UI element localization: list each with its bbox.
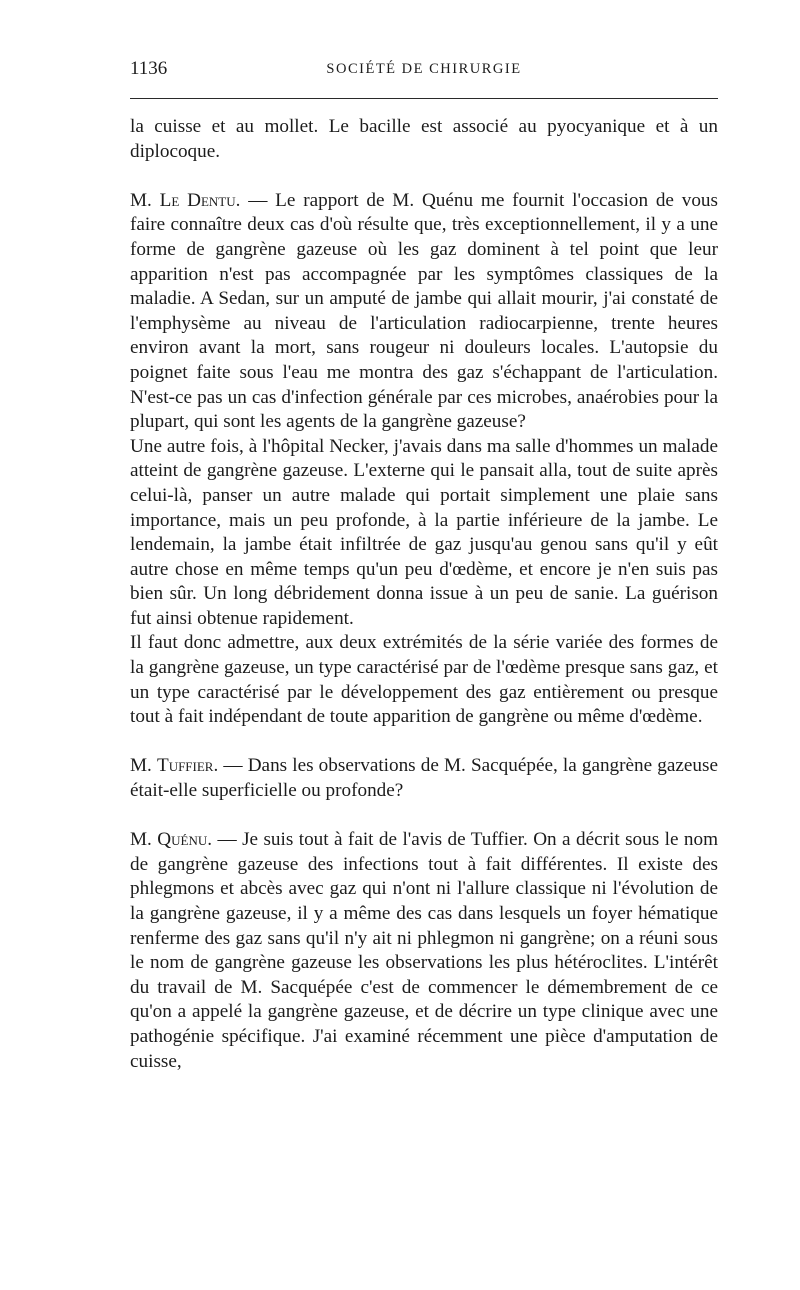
paragraph-text: Il faut donc admettre, aux deux extrémités de la série variée des formes de la gangrène gazeuse, un type caractérisé par de l'œdème presque sans gaz, et un type caractérisé par le développement des gaz entièrement ou presque tout à fait indépendant de toute apparition de gangrène ou même d'œdème. [130, 632, 718, 728]
body-text [130, 115, 718, 1074]
speaker-prefix: M. [130, 189, 160, 211]
speaker-name: Quénu. [157, 829, 213, 851]
header-rule [130, 98, 718, 99]
paragraph-text: — Je suis tout à fait de l'avis de Tuffier. On a décrit sous le nom de gangrène gazeuse des infections tout à fait différentes. Il existe des phlegmons et abcès avec gaz qui n'ont ni l'allure classique ni l'évolution de la gangrène gazeuse, il y a même des cas dans lesquels un foyer hématique renferme des gaz sans qu'il n'y ait ni phlegmon ni gangrène; on a réuni sous le nom de gangrène gazeuse les observations les plus hétéroclites. L'intérêt du travail de M. Sacquépée c'est de commencer le démembrement de ce qu'on a appelé la gangrène gazeuse, et de décrire un type clinique avec une pathogénie spécifique. J'ai examiné récemment une pièce d'amputation de cuisse, [130, 829, 718, 1072]
paragraph-le-dentu [130, 189, 718, 435]
paragraph-text: — Le rapport de M. Quénu me fournit l'occasion de vous faire connaître deux cas d'où résulte que, très exceptionnellement, il y a une forme de gangrène gazeuse où les gaz dominent à tel point que leur apparition n'est pas accompagnée par les symptômes classiques de la maladie. A Sedan, sur un amputé de jambe qui allait mourir, j'ai constaté de l'emphysème au niveau de l'articulation radiocarpienne, trente heures environ avant la mort, sans rougeur ni douleurs locales. L'autopsie du poignet faite sous l'eau me montra des gaz s'échappant de l'articulation. N'est-ce pas un cas d'infection générale par ces microbes, anaérobies pour la plupart, qui sont les agents de la gangrène gazeuse? [130, 189, 718, 433]
paragraph-continuation [130, 115, 718, 164]
paragraph-text: — Dans les observations de M. Sacquépée, la gangrène gazeuse était-elle superficielle ou profonde? [130, 755, 718, 802]
paragraph-text: Une autre fois, à l'hôpital Necker, j'avais dans ma salle d'hommes un malade atteint de gangrène gazeuse. L'externe qui le pansait alla, tout de suite après celui-là, panser un autre malade qui portait simplement une plaie sans importance, mais un peu profonde, à la partie inférieure de la jambe. Le lendemain, la jambe était infiltrée de gaz jusqu'au genou sans qu'il y eût autre chose en même temps qu'un peu d'œdème, et encore je n'en suis pas bien sûr. Un long débridement donna issue à un peu de sanie. La guérison fut ainsi obtenue rapidement. [130, 435, 718, 629]
paragraph-quenu [130, 828, 718, 1074]
journal-title: SOCIÉTÉ DE CHIRURGIE [326, 61, 522, 77]
paragraph-tuffier [130, 754, 718, 803]
page-number: 1136 [130, 58, 168, 79]
speaker-name: Tuffier. [156, 755, 219, 777]
speaker-name: Le Dentu. [159, 189, 241, 211]
speaker-prefix: M. [130, 829, 158, 851]
paragraph-text: la cuisse et au mollet. Le bacille est associé au pyocyanique et à un diplocoque. [130, 116, 718, 162]
speaker-prefix: M. [130, 755, 157, 777]
paragraph-necker [130, 435, 718, 632]
paragraph-conclusion [130, 631, 718, 729]
book-page [130, 58, 718, 1074]
running-head [130, 58, 718, 86]
